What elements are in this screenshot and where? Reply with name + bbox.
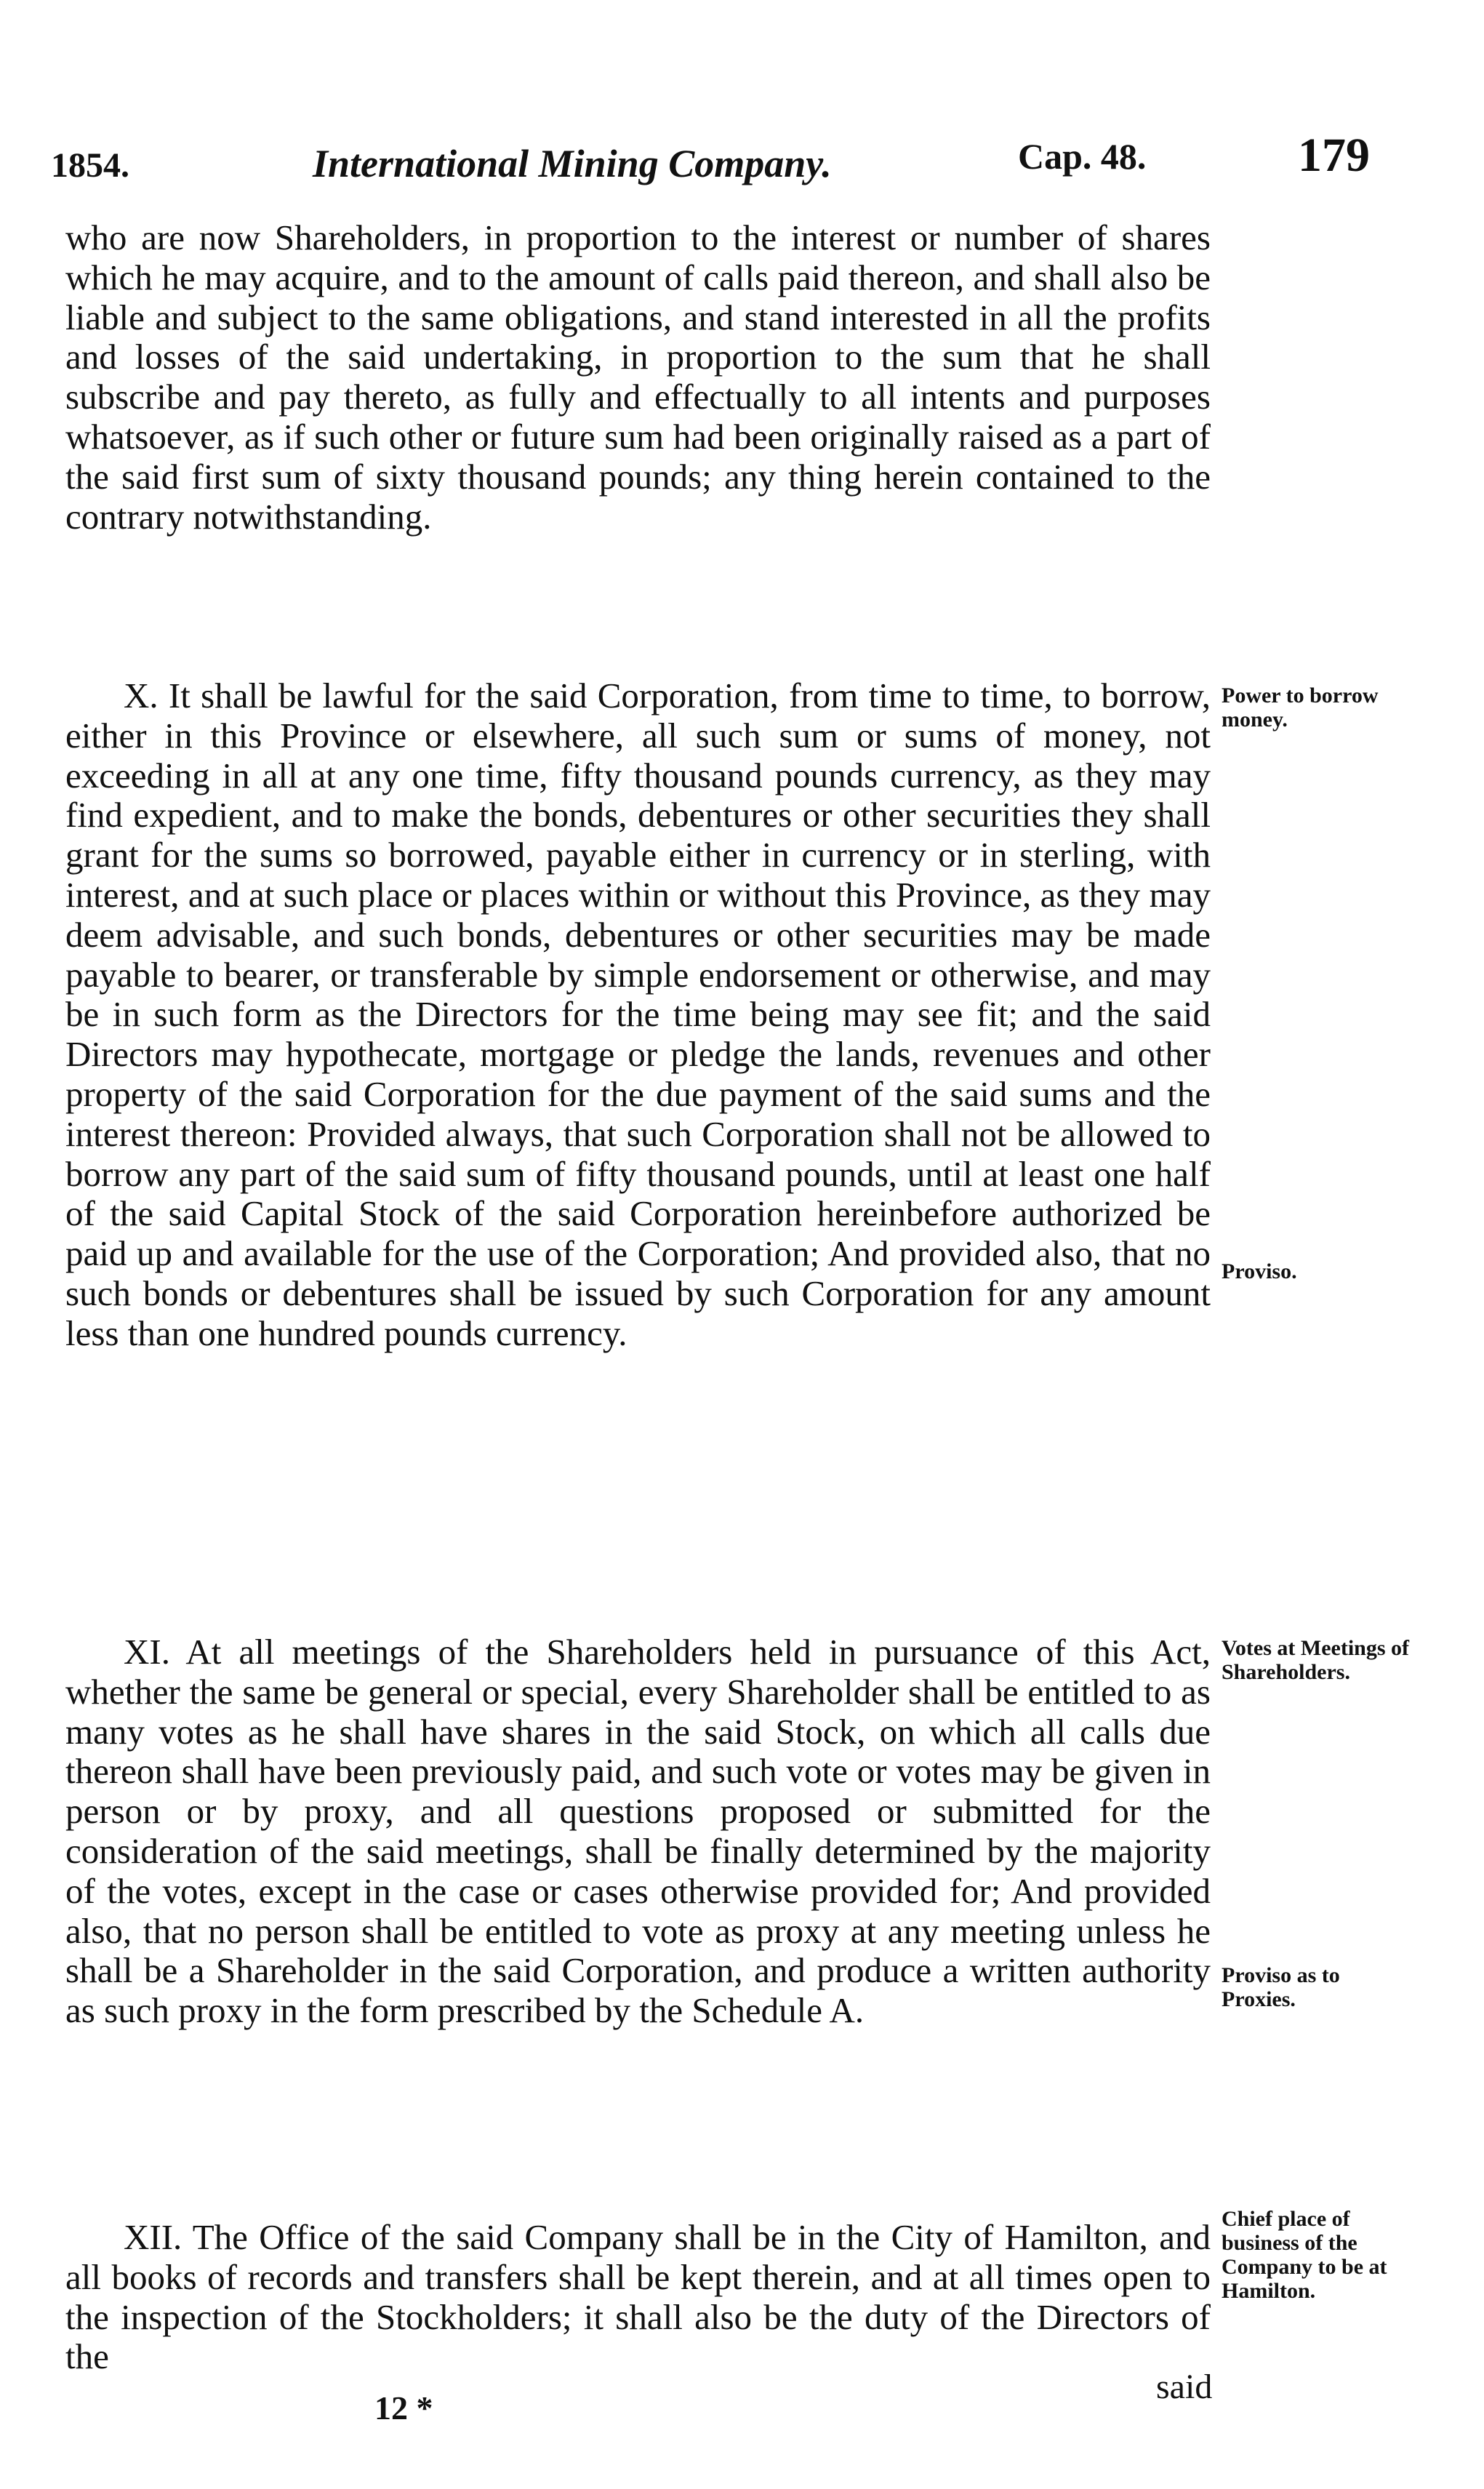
- header-title: International Mining Company.: [313, 142, 832, 185]
- section-x: [65, 676, 1211, 1354]
- catchword: said: [1156, 2368, 1213, 2406]
- margin-note-chief-place: Chief place of business of the Company to be at Hamilton.: [1222, 2207, 1387, 2303]
- signature-mark: 12 *: [374, 2389, 433, 2426]
- paragraph-continuation: [65, 218, 1211, 537]
- paragraph-text: X. It shall be lawful for the said Corporation, from time to time, to borrow, either in this Province or elsewhere, all such sum or sums of money, not exceeding in all at any one time, fifty thousand pounds currency, as they may find expedient, and to make the bonds, debentures or other securities they shall grant for the sums so borrowed, payable either in currency or in sterling, with interest, and at such place or places within or without this Province, as they may deem advisable, and such bonds, debentures or other securities may be made payable to bearer, or transferable by simple endorsement or otherwise, and may be in such form as the Directors for the time being may see fit; and the said Directors may hypothecate, mortgage or pledge the lands, revenues and other property of the said Corporation for the due payment of the said sums and the interest thereon: Provided always, that such Corporation shall not be allowed to borrow any part of the said sum of fifty thousand pounds, until at least one half of the said Capital Stock of the said Corporation hereinbefore authorized be paid up and available for the use of the Corporation; And provided also, that no such bonds or debentures shall be issued by such Corporation for any amount less than one hundred pounds currency.: [65, 676, 1211, 1353]
- margin-note-votes: Votes at Meetings of Shareholders.: [1222, 1636, 1410, 1684]
- margin-note-proviso: Proviso.: [1222, 1259, 1297, 1283]
- header-year: 1854.: [51, 146, 129, 185]
- margin-note-proxies: Proviso as to Proxies.: [1222, 1963, 1340, 2011]
- section-xii: [65, 2218, 1211, 2377]
- running-header: [51, 131, 1403, 196]
- paragraph-text: XI. At all meetings of the Shareholders held in pursuance of this Act, whether the same be general or special, every Shareholder shall be entitled to as many votes as he shall have shares in the said Stock, on which all calls due thereon shall have been previously paid, and such vote or votes may be given in person or by proxy, and all questions proposed or submitted for the consideration of the said meetings, shall be finally determined by the majority of the votes, except in the case or cases otherwise provided for; And provided also, that no person shall be entitled to vote as proxy at any meeting unless he shall be a Shareholder in the said Corporation, and produce a written authority as such proxy in the form prescribed by the Schedule A.: [65, 1632, 1211, 2031]
- section-xi: [65, 1632, 1211, 2031]
- header-chapter: Cap. 48.: [1018, 136, 1147, 177]
- paragraph-text: XII. The Office of the said Company shall be in the City of Hamilton, and all books of records and transfers shall be kept therein, and at all times open to the inspection of the Stockholders; it shall also be the duty of the Directors of the: [65, 2217, 1211, 2377]
- margin-note-power-to-borrow: Power to borrow money.: [1222, 684, 1379, 732]
- page-number: 179: [1298, 129, 1370, 182]
- paragraph-text: who are now Shareholders, in proportion to the interest or number of shares which he may acquire, and to the amount of calls paid thereon, and shall also be liable and subject to the same obligations, and stand interested in all the profits and losses of the said undertaking, in proportion to the sum that he shall subscribe and pay thereto, as fully and effectually to all intents and purposes whatsoever, as if such other or future sum had been originally raised as a part of the said first sum of sixty thousand pounds; any thing herein contained to the contrary notwithstanding.: [65, 217, 1211, 537]
